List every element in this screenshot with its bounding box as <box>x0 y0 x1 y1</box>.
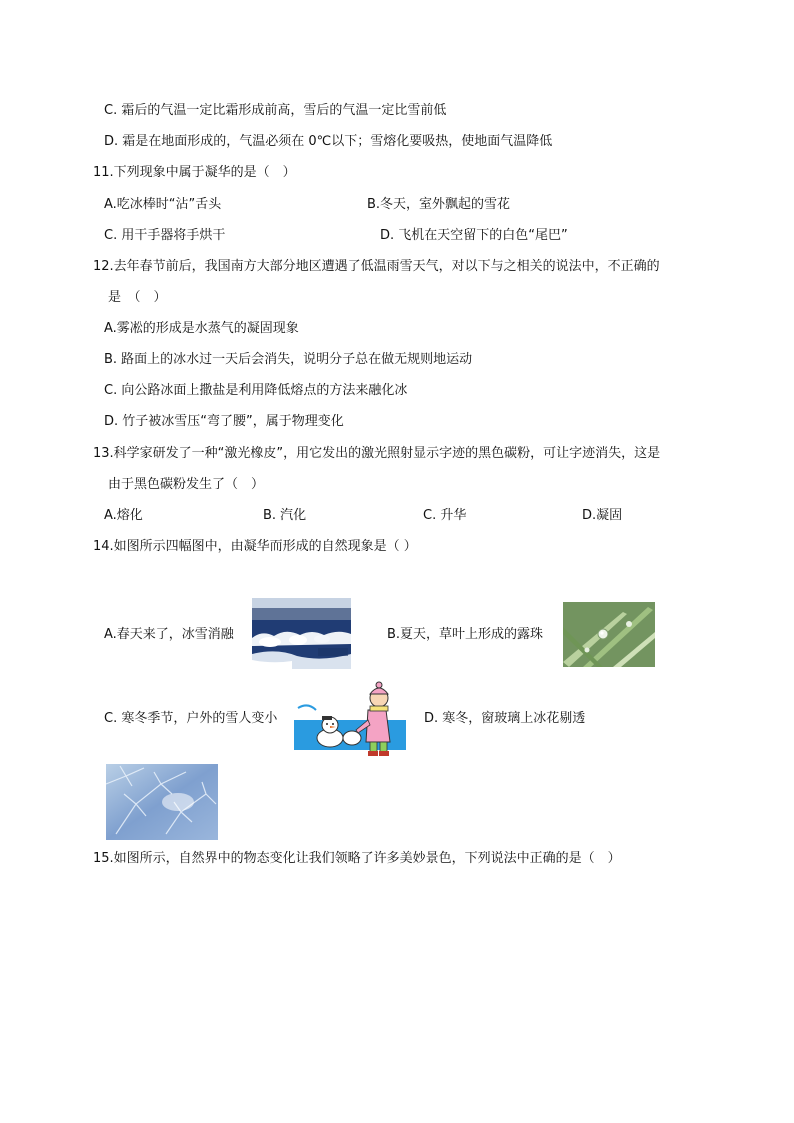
q12-stem-line1: 12.去年春节前后，我国南方大部分地区遭遇了低温雨雪天气，对以下与之相关的说法中，不正确的 <box>93 259 660 274</box>
q10-option-c: C. 霜后的气温一定比霜形成前高，雪后的气温一定比雪前低 <box>104 103 447 118</box>
q12-option-c: C. 向公路冰面上撒盐是利用降低熔点的方法来融化冰 <box>104 383 408 398</box>
dewdrops-grass-image <box>563 602 655 667</box>
frost-window-image <box>106 764 218 840</box>
q14-stem: 14.如图所示四幅图中，由凝华而形成的自然现象是（ ） <box>93 539 417 554</box>
q11-option-d: D. 飞机在天空留下的白色“尾巴” <box>380 228 568 243</box>
q11-stem: 11.下列现象中属于凝华的是（ ） <box>93 165 296 180</box>
q11-option-c: C. 用干手器将手烘干 <box>104 228 226 243</box>
melting-snow-image <box>252 598 351 669</box>
q11-option-a: A.吃冰棒时“沾”舌头 <box>104 197 222 212</box>
q12-option-a: A.雾凇的形成是水蒸气的凝固现象 <box>104 321 299 336</box>
q13-stem-line2: 由于黑色碳粉发生了（ ） <box>108 477 265 492</box>
q15-stem: 15.如图所示，自然界中的物态变化让我们领略了许多美妙景色，下列说法中正确的是（ ） <box>93 851 621 866</box>
q13-stem-line1: 13.科学家研发了一种“激光橡皮”，用它发出的激光照射显示字迹的黑色碳粉，可让字迹消失，这是 <box>93 446 661 461</box>
q13-option-b: B. 汽化 <box>263 508 307 523</box>
q14-option-a: A.春天来了，冰雪消融 <box>104 627 234 642</box>
q13-option-d: D.凝固 <box>582 508 623 523</box>
q12-stem-line2: 是 （ ） <box>108 290 167 305</box>
q12-option-b: B. 路面上的冰水过一天后会消失，说明分子总在做无规则地运动 <box>104 352 473 367</box>
q12-option-d: D. 竹子被冰雪压“弯了腰”，属于物理变化 <box>104 414 344 429</box>
q14-option-d: D. 寒冬，窗玻璃上冰花剔透 <box>424 711 586 726</box>
q14-option-b: B.夏天，草叶上形成的露珠 <box>387 627 544 642</box>
q14-option-c: C. 寒冬季节，户外的雪人变小 <box>104 711 278 726</box>
q11-option-b: B.冬天，室外飘起的雪花 <box>367 197 511 212</box>
q10-option-d: D. 霜是在地面形成的，气温必须在 0℃以下；雪熔化要吸热，使地面气温降低 <box>104 134 553 149</box>
q13-option-c: C. 升华 <box>423 508 467 523</box>
q13-option-a: A.熔化 <box>104 508 143 523</box>
snowman-child-image <box>294 680 406 760</box>
